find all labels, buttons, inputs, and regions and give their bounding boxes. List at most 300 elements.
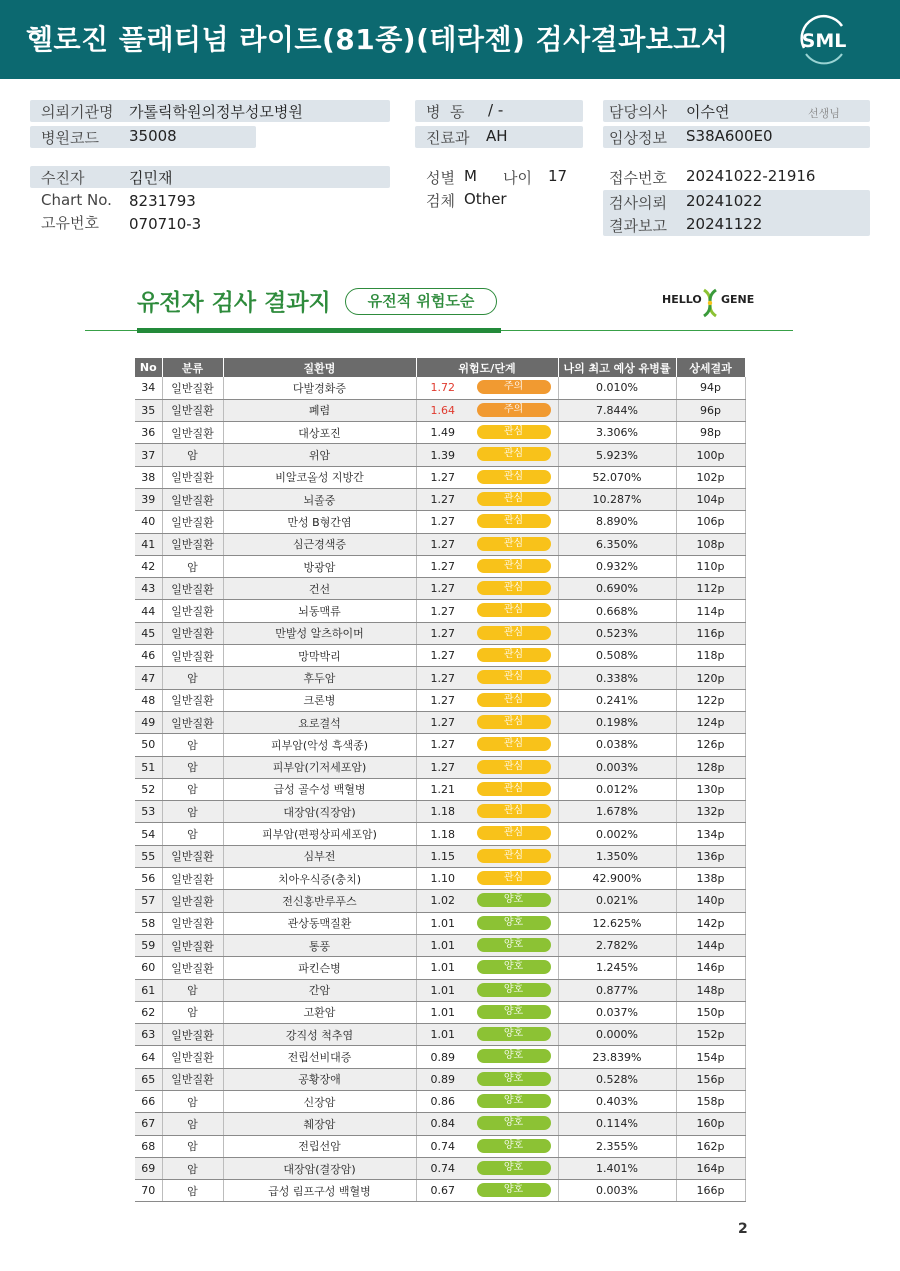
cell-no: 46 xyxy=(135,645,162,667)
cell-disease: 치아우식증(충치) xyxy=(223,868,416,890)
cell-detail-page: 112p xyxy=(676,578,745,600)
cell-prevalence: 0.012% xyxy=(558,778,676,800)
cell-prevalence: 0.038% xyxy=(558,734,676,756)
cell-disease: 요로결석 xyxy=(223,711,416,733)
cell-no: 59 xyxy=(135,934,162,956)
cell-detail-page: 158p xyxy=(676,1091,745,1113)
cell-no: 58 xyxy=(135,912,162,934)
risk-value: 1.27 xyxy=(430,582,455,596)
cell-disease: 전립선비대증 xyxy=(223,1046,416,1068)
cell-category: 암 xyxy=(162,1135,223,1157)
cell-detail-page: 156p xyxy=(676,1068,745,1090)
cell-risk xyxy=(416,1024,558,1046)
risk-level-badge: 양호 xyxy=(477,1183,551,1197)
cell-prevalence: 6.350% xyxy=(558,533,676,555)
table-row xyxy=(135,957,745,979)
specimen-value: Other xyxy=(464,190,507,208)
col-header-disease: 질환명 xyxy=(223,358,416,377)
risk-value: 0.74 xyxy=(430,1139,455,1153)
cell-no: 57 xyxy=(135,890,162,912)
cell-disease: 위암 xyxy=(223,444,416,466)
cell-category: 일반질환 xyxy=(162,466,223,488)
cell-category: 일반질환 xyxy=(162,399,223,421)
cell-prevalence: 1.245% xyxy=(558,957,676,979)
cell-risk xyxy=(416,734,558,756)
cell-disease: 대장암(직장암) xyxy=(223,801,416,823)
cell-detail-page: 108p xyxy=(676,533,745,555)
table-header-row xyxy=(135,358,745,377)
cell-no: 47 xyxy=(135,667,162,689)
unique-value: 070710-3 xyxy=(129,215,202,233)
cell-risk xyxy=(416,533,558,555)
cell-no: 40 xyxy=(135,511,162,533)
cell-no: 53 xyxy=(135,801,162,823)
cell-category: 암 xyxy=(162,1157,223,1179)
cell-prevalence: 0.003% xyxy=(558,756,676,778)
chart-label: Chart No. xyxy=(41,191,112,209)
cell-detail-page: 120p xyxy=(676,667,745,689)
cell-detail-page: 106p xyxy=(676,511,745,533)
request-value: 20241022 xyxy=(686,192,763,210)
cell-no: 61 xyxy=(135,979,162,1001)
table-row xyxy=(135,466,745,488)
table-row xyxy=(135,711,745,733)
cell-prevalence: 0.114% xyxy=(558,1113,676,1135)
risk-value: 1.27 xyxy=(430,493,455,507)
cell-prevalence: 0.198% xyxy=(558,711,676,733)
cell-risk xyxy=(416,622,558,644)
cell-prevalence: 0.338% xyxy=(558,667,676,689)
risk-level-badge: 관심 xyxy=(477,670,551,684)
cell-disease: 피부암(기저세포암) xyxy=(223,756,416,778)
cell-detail-page: 100p xyxy=(676,444,745,466)
cell-category: 일반질환 xyxy=(162,934,223,956)
hospital-code-label: 병원코드 xyxy=(41,129,99,147)
col-header-no: No xyxy=(135,358,162,377)
cell-detail-page: 150p xyxy=(676,1001,745,1023)
risk-value: 0.86 xyxy=(430,1095,455,1109)
cell-category: 암 xyxy=(162,801,223,823)
sort-order-pill: 유전적 위험도순 xyxy=(345,288,497,315)
cell-disease: 고환암 xyxy=(223,1001,416,1023)
risk-value: 1.27 xyxy=(430,693,455,707)
cell-category: 일반질환 xyxy=(162,845,223,867)
cell-risk xyxy=(416,845,558,867)
cell-disease: 다발경화증 xyxy=(223,377,416,399)
cell-risk xyxy=(416,488,558,510)
cell-no: 34 xyxy=(135,377,162,399)
cell-no: 56 xyxy=(135,868,162,890)
cell-prevalence: 0.932% xyxy=(558,555,676,577)
cell-risk xyxy=(416,645,558,667)
risk-value: 1.27 xyxy=(430,537,455,551)
table-row xyxy=(135,622,745,644)
risk-level-badge: 양호 xyxy=(477,1072,551,1086)
cell-disease: 관상동맥질환 xyxy=(223,912,416,934)
cell-prevalence: 0.037% xyxy=(558,1001,676,1023)
cell-risk xyxy=(416,1135,558,1157)
cell-disease: 비알코올성 지방간 xyxy=(223,466,416,488)
cell-no: 70 xyxy=(135,1180,162,1202)
cell-disease: 뇌졸중 xyxy=(223,488,416,510)
cell-risk xyxy=(416,823,558,845)
risk-level-badge: 양호 xyxy=(477,1116,551,1130)
table-row xyxy=(135,555,745,577)
cell-prevalence: 10.287% xyxy=(558,488,676,510)
cell-detail-page: 144p xyxy=(676,934,745,956)
cell-risk xyxy=(416,1157,558,1179)
cell-prevalence: 0.668% xyxy=(558,600,676,622)
risk-level-badge: 주의 xyxy=(477,403,551,417)
risk-value: 1.01 xyxy=(430,916,455,930)
cell-prevalence: 0.010% xyxy=(558,377,676,399)
table-row xyxy=(135,979,745,1001)
cell-disease: 간암 xyxy=(223,979,416,1001)
cell-disease: 대상포진 xyxy=(223,422,416,444)
dept-label: 진료과 xyxy=(426,129,470,147)
report-title: 헬로진 플래티넘 라이트(81종)(테라젠) 검사결과보고서 xyxy=(26,23,729,56)
patient-label: 수진자 xyxy=(41,169,85,187)
cell-risk xyxy=(416,1068,558,1090)
cell-prevalence: 42.900% xyxy=(558,868,676,890)
cell-risk xyxy=(416,1180,558,1202)
cell-disease: 크론병 xyxy=(223,689,416,711)
cell-detail-page: 118p xyxy=(676,645,745,667)
cell-no: 55 xyxy=(135,845,162,867)
cell-no: 52 xyxy=(135,778,162,800)
risk-value: 1.27 xyxy=(430,716,455,730)
risk-value: 1.01 xyxy=(430,1005,455,1019)
risk-level-badge: 주의 xyxy=(477,380,551,394)
risk-value: 0.67 xyxy=(430,1184,455,1198)
cell-disease: 급성 골수성 백혈병 xyxy=(223,778,416,800)
cell-risk xyxy=(416,466,558,488)
risk-level-badge: 관심 xyxy=(477,537,551,551)
cell-detail-page: 96p xyxy=(676,399,745,421)
cell-disease: 방광암 xyxy=(223,555,416,577)
cell-category: 일반질환 xyxy=(162,578,223,600)
ward-label: 병 동 xyxy=(426,103,465,121)
table-row xyxy=(135,756,745,778)
table-row xyxy=(135,1091,745,1113)
cell-category: 암 xyxy=(162,444,223,466)
cell-disease: 피부암(악성 흑색종) xyxy=(223,734,416,756)
cell-no: 60 xyxy=(135,957,162,979)
cell-risk xyxy=(416,957,558,979)
cell-risk xyxy=(416,979,558,1001)
cell-detail-page: 136p xyxy=(676,845,745,867)
cell-category: 암 xyxy=(162,1180,223,1202)
cell-no: 67 xyxy=(135,1113,162,1135)
risk-level-badge: 관심 xyxy=(477,804,551,818)
table-row xyxy=(135,667,745,689)
cell-no: 66 xyxy=(135,1091,162,1113)
table-row xyxy=(135,845,745,867)
cell-disease: 망막박리 xyxy=(223,645,416,667)
risk-value: 1.27 xyxy=(430,649,455,663)
risk-level-badge: 관심 xyxy=(477,447,551,461)
cell-detail-page: 154p xyxy=(676,1046,745,1068)
cell-risk xyxy=(416,377,558,399)
doctor-suffix: 선생님 xyxy=(808,107,840,120)
table-row xyxy=(135,868,745,890)
table-row xyxy=(135,1024,745,1046)
cell-detail-page: 130p xyxy=(676,778,745,800)
cell-disease: 파킨슨병 xyxy=(223,957,416,979)
report-value: 20241122 xyxy=(686,215,763,233)
cell-category: 암 xyxy=(162,823,223,845)
cell-disease: 심근경색증 xyxy=(223,533,416,555)
doctor-value: 이수연 xyxy=(686,103,730,121)
cell-prevalence: 0.528% xyxy=(558,1068,676,1090)
table-row xyxy=(135,689,745,711)
cell-prevalence: 1.401% xyxy=(558,1157,676,1179)
cell-prevalence: 0.000% xyxy=(558,1024,676,1046)
cell-no: 68 xyxy=(135,1135,162,1157)
cell-category: 일반질환 xyxy=(162,422,223,444)
cell-prevalence: 2.355% xyxy=(558,1135,676,1157)
cell-prevalence: 1.678% xyxy=(558,801,676,823)
cell-disease: 피부암(편평상피세포암) xyxy=(223,823,416,845)
cell-detail-page: 116p xyxy=(676,622,745,644)
hospital-code-value: 35008 xyxy=(129,127,177,145)
risk-level-badge: 관심 xyxy=(477,603,551,617)
cell-detail-page: 110p xyxy=(676,555,745,577)
col-header-risk: 위험도/단계 xyxy=(416,358,558,377)
cell-category: 일반질환 xyxy=(162,890,223,912)
cell-prevalence: 3.306% xyxy=(558,422,676,444)
cell-detail-page: 122p xyxy=(676,689,745,711)
cell-no: 35 xyxy=(135,399,162,421)
table-row xyxy=(135,1001,745,1023)
cell-disease: 건선 xyxy=(223,578,416,600)
risk-value: 1.01 xyxy=(430,1028,455,1042)
table-row xyxy=(135,578,745,600)
cell-no: 43 xyxy=(135,578,162,600)
cell-category: 일반질환 xyxy=(162,622,223,644)
cell-risk xyxy=(416,667,558,689)
cell-no: 38 xyxy=(135,466,162,488)
cell-category: 일반질환 xyxy=(162,711,223,733)
risk-level-badge: 관심 xyxy=(477,715,551,729)
cell-no: 49 xyxy=(135,711,162,733)
cell-risk xyxy=(416,444,558,466)
cell-prevalence: 12.625% xyxy=(558,912,676,934)
cell-no: 69 xyxy=(135,1157,162,1179)
cell-prevalence: 0.523% xyxy=(558,622,676,644)
risk-level-badge: 관심 xyxy=(477,737,551,751)
cell-detail-page: 132p xyxy=(676,801,745,823)
cell-risk xyxy=(416,578,558,600)
cell-category: 일반질환 xyxy=(162,912,223,934)
cell-disease: 급성 림프구성 백혈병 xyxy=(223,1180,416,1202)
table-row xyxy=(135,533,745,555)
cell-prevalence: 0.003% xyxy=(558,1180,676,1202)
risk-value: 1.72 xyxy=(430,381,455,395)
table-row xyxy=(135,488,745,510)
cell-prevalence: 8.890% xyxy=(558,511,676,533)
risk-level-badge: 관심 xyxy=(477,514,551,528)
institution-label: 의뢰기관명 xyxy=(41,103,114,121)
cell-risk xyxy=(416,1001,558,1023)
cell-disease: 폐렴 xyxy=(223,399,416,421)
risk-value: 1.27 xyxy=(430,515,455,529)
table-row xyxy=(135,600,745,622)
cell-category: 암 xyxy=(162,1001,223,1023)
cell-detail-page: 166p xyxy=(676,1180,745,1202)
cell-detail-page: 148p xyxy=(676,979,745,1001)
risk-level-badge: 관심 xyxy=(477,425,551,439)
col-header-category: 분류 xyxy=(162,358,223,377)
cell-risk xyxy=(416,555,558,577)
section-title: 유전자 검사 결과지 xyxy=(137,290,331,316)
risk-level-badge: 양호 xyxy=(477,1027,551,1041)
unique-label: 고유번호 xyxy=(41,214,99,232)
cell-detail-page: 98p xyxy=(676,422,745,444)
risk-level-badge: 양호 xyxy=(477,1161,551,1175)
cell-category: 일반질환 xyxy=(162,600,223,622)
report-label: 결과보고 xyxy=(609,217,667,235)
cell-risk xyxy=(416,600,558,622)
chart-value: 8231793 xyxy=(129,192,196,210)
table-row xyxy=(135,444,745,466)
cell-category: 암 xyxy=(162,1113,223,1135)
cell-risk xyxy=(416,511,558,533)
age-value: 17 xyxy=(548,167,568,185)
risk-level-badge: 관심 xyxy=(477,782,551,796)
cell-detail-page: 140p xyxy=(676,890,745,912)
cell-disease: 강직성 척추염 xyxy=(223,1024,416,1046)
cell-category: 암 xyxy=(162,1091,223,1113)
risk-level-badge: 양호 xyxy=(477,960,551,974)
cell-no: 54 xyxy=(135,823,162,845)
cell-prevalence: 0.877% xyxy=(558,979,676,1001)
cell-risk xyxy=(416,934,558,956)
header-bar xyxy=(0,0,900,79)
table-row xyxy=(135,1046,745,1068)
cell-category: 일반질환 xyxy=(162,1046,223,1068)
cell-no: 65 xyxy=(135,1068,162,1090)
cell-disease: 심부전 xyxy=(223,845,416,867)
risk-value: 1.27 xyxy=(430,604,455,618)
cell-detail-page: 134p xyxy=(676,823,745,845)
risk-value: 1.02 xyxy=(430,894,455,908)
cell-detail-page: 94p xyxy=(676,377,745,399)
cell-detail-page: 124p xyxy=(676,711,745,733)
col-header-detail: 상세결과 xyxy=(676,358,745,377)
risk-level-badge: 양호 xyxy=(477,938,551,952)
table-row xyxy=(135,1180,745,1202)
risk-level-badge: 양호 xyxy=(477,893,551,907)
cell-disease: 신장암 xyxy=(223,1091,416,1113)
col-header-prevalence: 나의 최고 예상 유병률 xyxy=(558,358,676,377)
cell-no: 44 xyxy=(135,600,162,622)
cell-category: 일반질환 xyxy=(162,645,223,667)
risk-value: 1.01 xyxy=(430,939,455,953)
cell-detail-page: 126p xyxy=(676,734,745,756)
risk-level-badge: 양호 xyxy=(477,1005,551,1019)
cell-no: 45 xyxy=(135,622,162,644)
risk-level-badge: 관심 xyxy=(477,470,551,484)
cell-risk xyxy=(416,1113,558,1135)
risk-value: 0.74 xyxy=(430,1162,455,1176)
cell-disease: 공황장애 xyxy=(223,1068,416,1090)
cell-no: 39 xyxy=(135,488,162,510)
table-row xyxy=(135,511,745,533)
table-row xyxy=(135,823,745,845)
cell-prevalence: 0.021% xyxy=(558,890,676,912)
risk-level-badge: 관심 xyxy=(477,849,551,863)
risk-level-badge: 양호 xyxy=(477,1049,551,1063)
cell-detail-page: 146p xyxy=(676,957,745,979)
cell-detail-page: 104p xyxy=(676,488,745,510)
cell-category: 일반질환 xyxy=(162,377,223,399)
cell-category: 일반질환 xyxy=(162,957,223,979)
cell-prevalence: 5.923% xyxy=(558,444,676,466)
risk-value: 0.84 xyxy=(430,1117,455,1131)
cell-prevalence: 23.839% xyxy=(558,1046,676,1068)
cell-disease: 만성 B형간염 xyxy=(223,511,416,533)
dna-icon xyxy=(700,288,720,318)
cell-no: 63 xyxy=(135,1024,162,1046)
risk-value: 1.64 xyxy=(430,403,455,417)
cell-risk xyxy=(416,801,558,823)
cell-prevalence: 0.403% xyxy=(558,1091,676,1113)
risk-value: 1.27 xyxy=(430,671,455,685)
table-row xyxy=(135,377,745,399)
risk-value: 1.01 xyxy=(430,961,455,975)
risk-value: 1.27 xyxy=(430,626,455,640)
cell-disease: 통풍 xyxy=(223,934,416,956)
receipt-label: 접수번호 xyxy=(609,169,667,187)
table-row xyxy=(135,912,745,934)
cell-category: 암 xyxy=(162,555,223,577)
brand-gene: GENE xyxy=(721,293,755,306)
cell-risk xyxy=(416,1046,558,1068)
cell-no: 48 xyxy=(135,689,162,711)
cell-category: 암 xyxy=(162,778,223,800)
doctor-label: 담당의사 xyxy=(609,103,667,121)
cell-risk xyxy=(416,778,558,800)
table-row xyxy=(135,778,745,800)
patient-value: 김민재 xyxy=(129,169,173,187)
cell-risk xyxy=(416,1091,558,1113)
cell-no: 37 xyxy=(135,444,162,466)
cell-category: 암 xyxy=(162,979,223,1001)
risk-value: 1.27 xyxy=(430,470,455,484)
risk-value: 1.39 xyxy=(430,448,455,462)
risk-value: 1.15 xyxy=(430,849,455,863)
sex-value: M xyxy=(464,167,477,185)
cell-no: 42 xyxy=(135,555,162,577)
risk-value: 1.18 xyxy=(430,805,455,819)
cell-category: 암 xyxy=(162,756,223,778)
risk-value: 1.27 xyxy=(430,560,455,574)
cell-detail-page: 102p xyxy=(676,466,745,488)
cell-category: 암 xyxy=(162,667,223,689)
risk-level-badge: 관심 xyxy=(477,559,551,573)
risk-value: 1.49 xyxy=(430,426,455,440)
cell-no: 41 xyxy=(135,533,162,555)
cell-risk xyxy=(416,399,558,421)
ward-value: / - xyxy=(488,101,504,119)
table-row xyxy=(135,934,745,956)
cell-disease: 뇌동맥류 xyxy=(223,600,416,622)
risk-level-badge: 관심 xyxy=(477,826,551,840)
specimen-label: 검체 xyxy=(426,192,455,210)
request-label: 검사의뢰 xyxy=(609,194,667,212)
risk-level-badge: 관심 xyxy=(477,648,551,662)
